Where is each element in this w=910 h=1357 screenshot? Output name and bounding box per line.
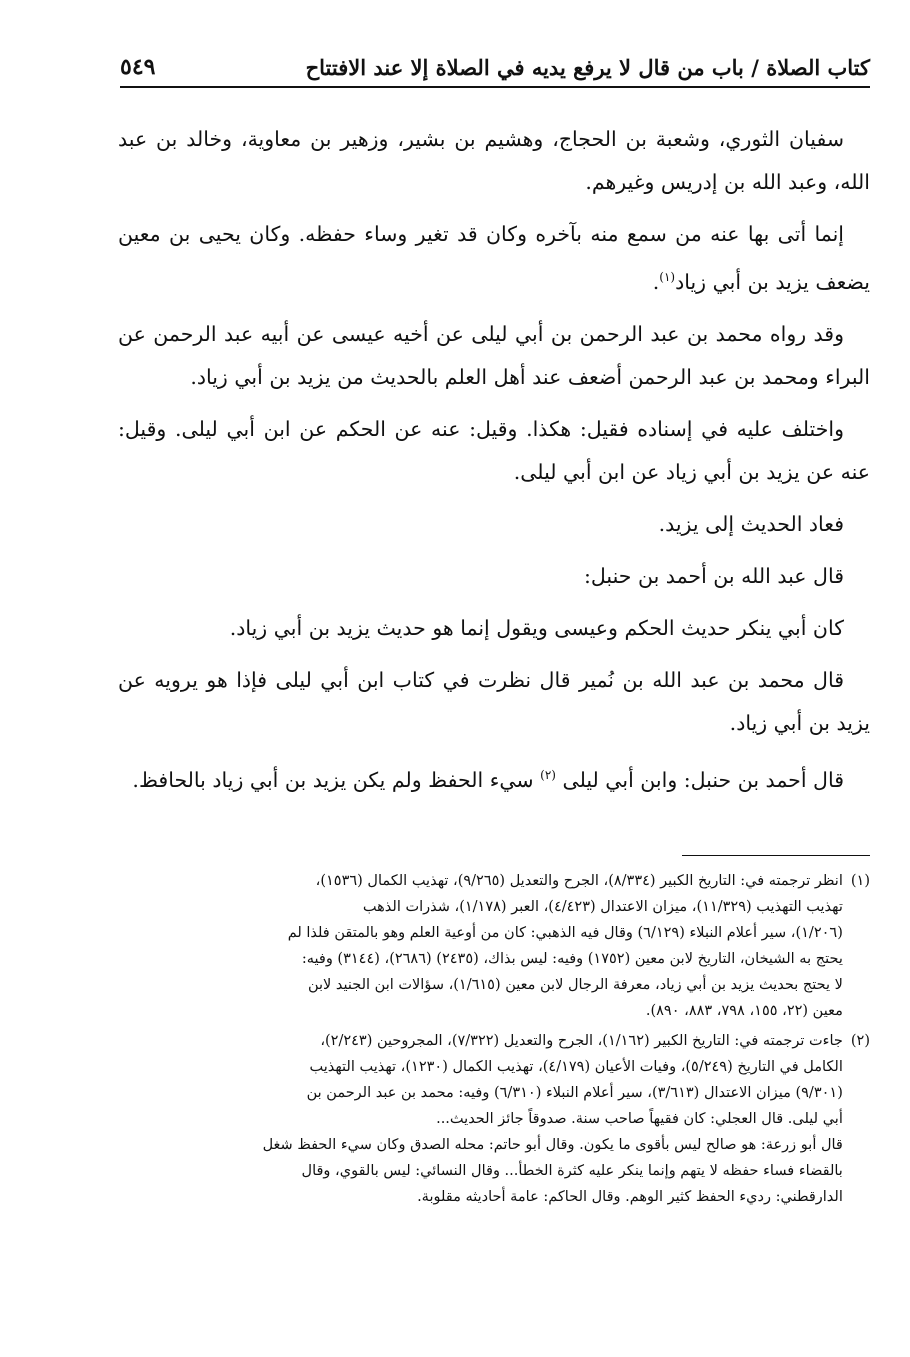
footnote-number: (١) [850, 873, 870, 889]
footnote-ref-2[interactable]: (٢) [540, 767, 556, 782]
footnote-line: قال أبو زرعة: هو صالح ليس بأقوى ما يكون. وقال أبو حاتم: محله الصدق وكان سيء الحفظ شغل [262, 1137, 843, 1153]
footnote-ref-1[interactable]: (١) [659, 270, 676, 284]
footnote-line: يحتج به الشيخان، التاريخ لابن معين (١٧٥٢) وفيه: ليس بذاك، (٢٤٣٥) (٢٦٨٦)، (٣١٤٤) وفيه: [301, 951, 843, 967]
footnote-line: معين (٢٢، ١٥٥، ٧٩٨، ٨٨٣، ٨٩٠). [645, 1003, 843, 1019]
paragraph: قال عبد الله بن أحمد بن حنبل: [583, 563, 844, 588]
main-text [118, 118, 870, 811]
paragraph-text: إنما أتى بها عنه من سمع منه بآخره وكان قد تغير وساء حفظه. وكان يحيى بن معين يضعف يزيد بن أبي زياد [118, 222, 870, 294]
running-title: كتاب الصلاة / باب من قال لا يرفع يديه في الصلاة إلا عند الافتتاح [305, 55, 870, 80]
page-number: ٥٤٩ [120, 54, 156, 80]
footnote-1 [116, 868, 870, 1024]
footnote-line: الكامل في التاريخ (٥/٢٤٩)، وفيات الأعيان (٤/١٧٩)، تهذيب الكمال (١٢٣٠)، تهذيب التهذيب [309, 1059, 843, 1075]
footnote-2 [116, 1028, 870, 1210]
footnote-body [116, 868, 843, 1024]
footnote-number: (٢) [850, 1033, 870, 1049]
footnote-line: تهذيب التهذيب (١١/٣٢٩)، ميزان الاعتدال (٤/٤٢٣)، العبر (١/١٧٨)، شذرات الذهب [362, 899, 843, 915]
footnote-body [116, 1028, 843, 1210]
paragraph: كان أبي ينكر حديث الحكم وعيسى ويقول إنما هو حديث يزيد بن أبي زياد. [229, 615, 844, 640]
paragraph-text: سيء الحفظ ولم يكن يزيد بن أبي زياد بالحافظ. [132, 767, 534, 792]
paragraph: قال محمد بن عبد الله بن نُمير قال نظرت في كتاب ابن أبي ليلى فإذا هو يرويه عن يزيد بن أبي زياد. [118, 667, 870, 735]
paragraph-text: قال أحمد بن حنبل: وابن أبي ليلى [562, 767, 844, 792]
paragraph [118, 754, 870, 802]
footnote-line: أبي ليلى. قال العجلي: كان فقيهاً صاحب سنة. صدوقاً جائز الحديث... [436, 1111, 843, 1127]
paragraph: فعاد الحديث إلى يزيد. [658, 511, 844, 536]
footnote-line: (٩/٣٠١) ميزان الاعتدال (٣/٦١٣)، سير أعلام النبلاء (٦/٣١٠) وفيه: محمد بن عبد الرحمن بن [306, 1085, 843, 1101]
page-header [120, 44, 870, 88]
footnote-line: بالقضاء فساء حفظه لا يتهم وإنما ينكر عليه كثرة الخطأ... وقال النسائي: ليس بالقوي، وقال [301, 1163, 843, 1179]
paragraph-end: . [652, 269, 660, 294]
paragraph [118, 213, 870, 304]
footnote-line: جاءت ترجمته في: التاريخ الكبير (١/١٦٢)، الجرح والتعديل (٧/٣٢٢)، المجروحين (٢/٢٤٣)، [320, 1033, 843, 1049]
footnote-line: انظر ترجمته في: التاريخ الكبير (٨/٣٣٤)، الجرح والتعديل (٩/٢٦٥)، تهذيب الكمال (١٥٣٦)، [315, 873, 843, 889]
footnotes [116, 868, 870, 1214]
paragraph: سفيان الثوري، وشعبة بن الحجاج، وهشيم بن بشير، وزهير بن معاوية، وخالد بن عبد الله، وعبد الله بن إدريس وغيرهم. [118, 127, 870, 194]
footnote-line: لا يحتج بحديث يزيد بن أبي زياد، معرفة الرجال لابن معين (١/٦١٥)، سؤالات ابن الجنيد لابن [307, 977, 843, 993]
footnote-line: (١/٢٠٦)، سير أعلام النبلاء (٦/١٢٩) وقال فيه الذهبي: كان من أوعية العلم وهو بالمتقن فلذا لم [287, 925, 843, 941]
footnote-separator [682, 855, 870, 856]
paragraph: وقد رواه محمد بن عبد الرحمن بن أبي ليلى عن أخيه عيسى عن أبيه عبد الرحمن عن البراء ومحمد بن عبد الرحمن أضعف عند أهل العلم بالحديث من يزيد بن أبي زياد. [118, 321, 870, 389]
footnote-line: الدارقطني: رديء الحفظ كثير الوهم. وقال الحاكم: عامة أحاديثه مقلوبة. [417, 1189, 843, 1205]
paragraph: واختلف عليه في إسناده فقيل: هكذا. وقيل: عنه عن الحكم عن ابن أبي ليلى. وقيل: عنه عن يزيد بن أبي زياد عن ابن أبي ليلى. [118, 416, 870, 484]
